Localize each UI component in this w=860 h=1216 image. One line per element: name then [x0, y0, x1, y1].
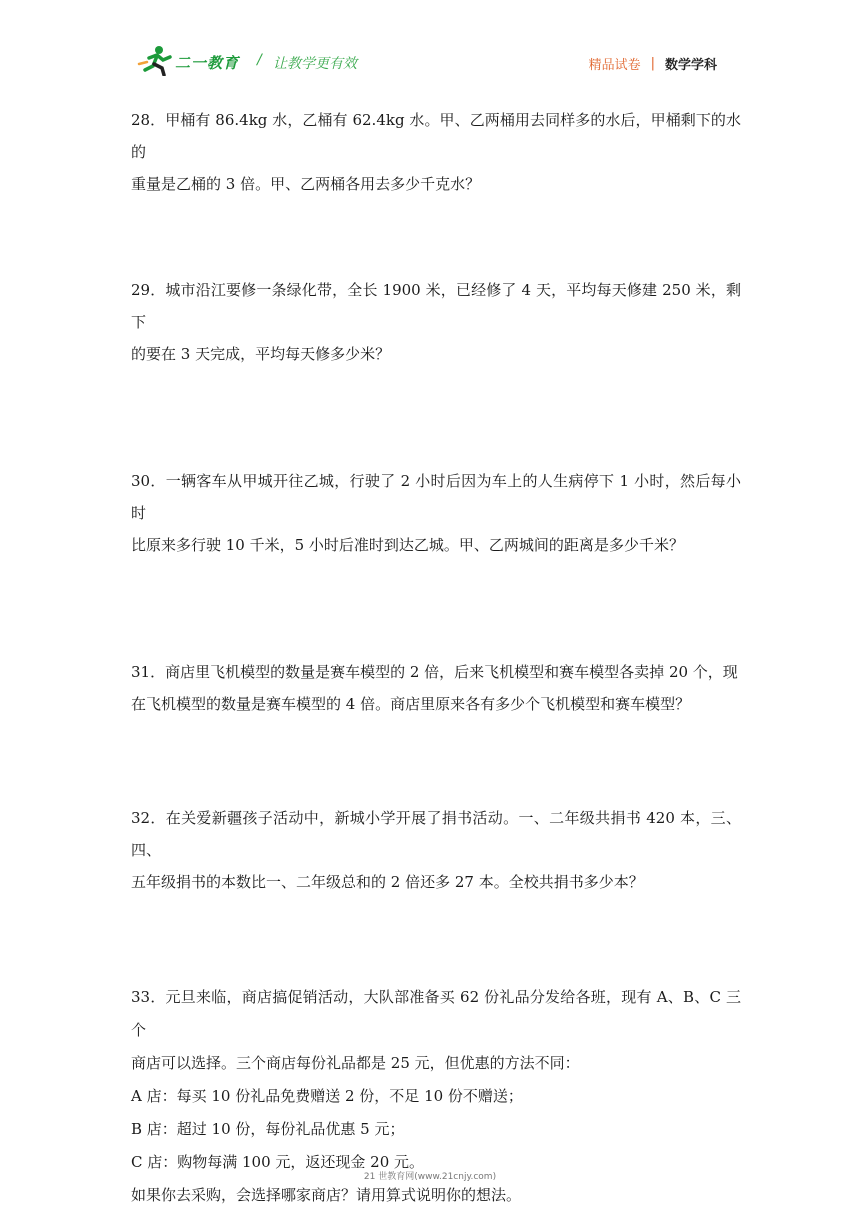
question-line: 商店可以选择。三个商店每份礼品都是 25 元，但优惠的方法不同：: [131, 1054, 580, 1072]
logo-divider: /: [257, 52, 262, 68]
question-line: 28．甲桶有 86.4kg 水，乙桶有 62.4kg 水。甲、乙两桶用去同样多的水后，甲桶剩下的水的: [131, 111, 741, 161]
page-footer: 21 世教育网(www.21cnjy.com): [363, 1172, 497, 1182]
question-line: 31．商店里飞机模型的数量是赛车模型的 2 倍，后来飞机模型和赛车模型各卖掉 20 个，现: [131, 663, 738, 681]
brand-logo: [131, 38, 371, 78]
runner-icon: [137, 44, 175, 76]
page-header: [131, 38, 731, 78]
header-subject: [589, 54, 717, 73]
question-32: [131, 802, 741, 898]
option-b: B 店：超过 10 份，每份礼品优惠 5 元；: [131, 1120, 405, 1138]
question-line: 重量是乙桶的 3 倍。甲、乙两桶各用去多少千克水？: [131, 175, 481, 193]
question-line: 32．在关爱新疆孩子活动中，新城小学开展了捐书活动。一、二年级共捐书 420 本，三、四、: [131, 809, 741, 859]
header-separator: |: [650, 56, 655, 71]
question-list: [131, 104, 741, 1212]
logo-text: 二一教育: [175, 54, 240, 72]
header-label-subject: 数学学科: [664, 58, 717, 73]
question-30: [131, 465, 741, 561]
question-line: 比原来多行驶 10 千米，5 小时后准时到达乙城。甲、乙两城间的距离是多少千米？: [131, 536, 684, 554]
question-line: 29．城市沿江要修一条绿化带，全长 1900 米，已经修了 4 天，平均每天修建 250 米，剩下: [131, 281, 741, 331]
question-line: 的要在 3 天完成，平均每天修多少米？: [131, 345, 391, 363]
question-line: 33．元旦来临，商店搞促销活动，大队部准备买 62 份礼品分发给各班，现有 A、B、C 三个: [131, 988, 741, 1039]
option-c: C 店：购物每满 100 元，返还现金 20 元。: [131, 1153, 425, 1171]
question-29: [131, 274, 741, 370]
slogan: 让教学更有效: [273, 56, 357, 72]
option-a: A 店：每买 10 份礼品免费赠送 2 份，不足 10 份不赠送；: [131, 1087, 523, 1105]
question-line: 30．一辆客车从甲城开往乙城，行驶了 2 小时后因为车上的人生病停下 1 小时，然后每小时: [131, 472, 741, 522]
header-label-premium: 精品试卷: [588, 58, 641, 73]
question-line: 在飞机模型的数量是赛车模型的 4 倍。商店里原来各有多少个飞机模型和赛车模型？: [131, 695, 691, 713]
question-line: 五年级捐书的本数比一、二年级总和的 2 倍还多 27 本。全校共捐书多少本？: [131, 873, 644, 891]
question-28: [131, 104, 741, 200]
question-prompt: 如果你去采购，会选择哪家商店？请用算式说明你的想法。: [131, 1186, 522, 1204]
question-31: [131, 656, 741, 720]
